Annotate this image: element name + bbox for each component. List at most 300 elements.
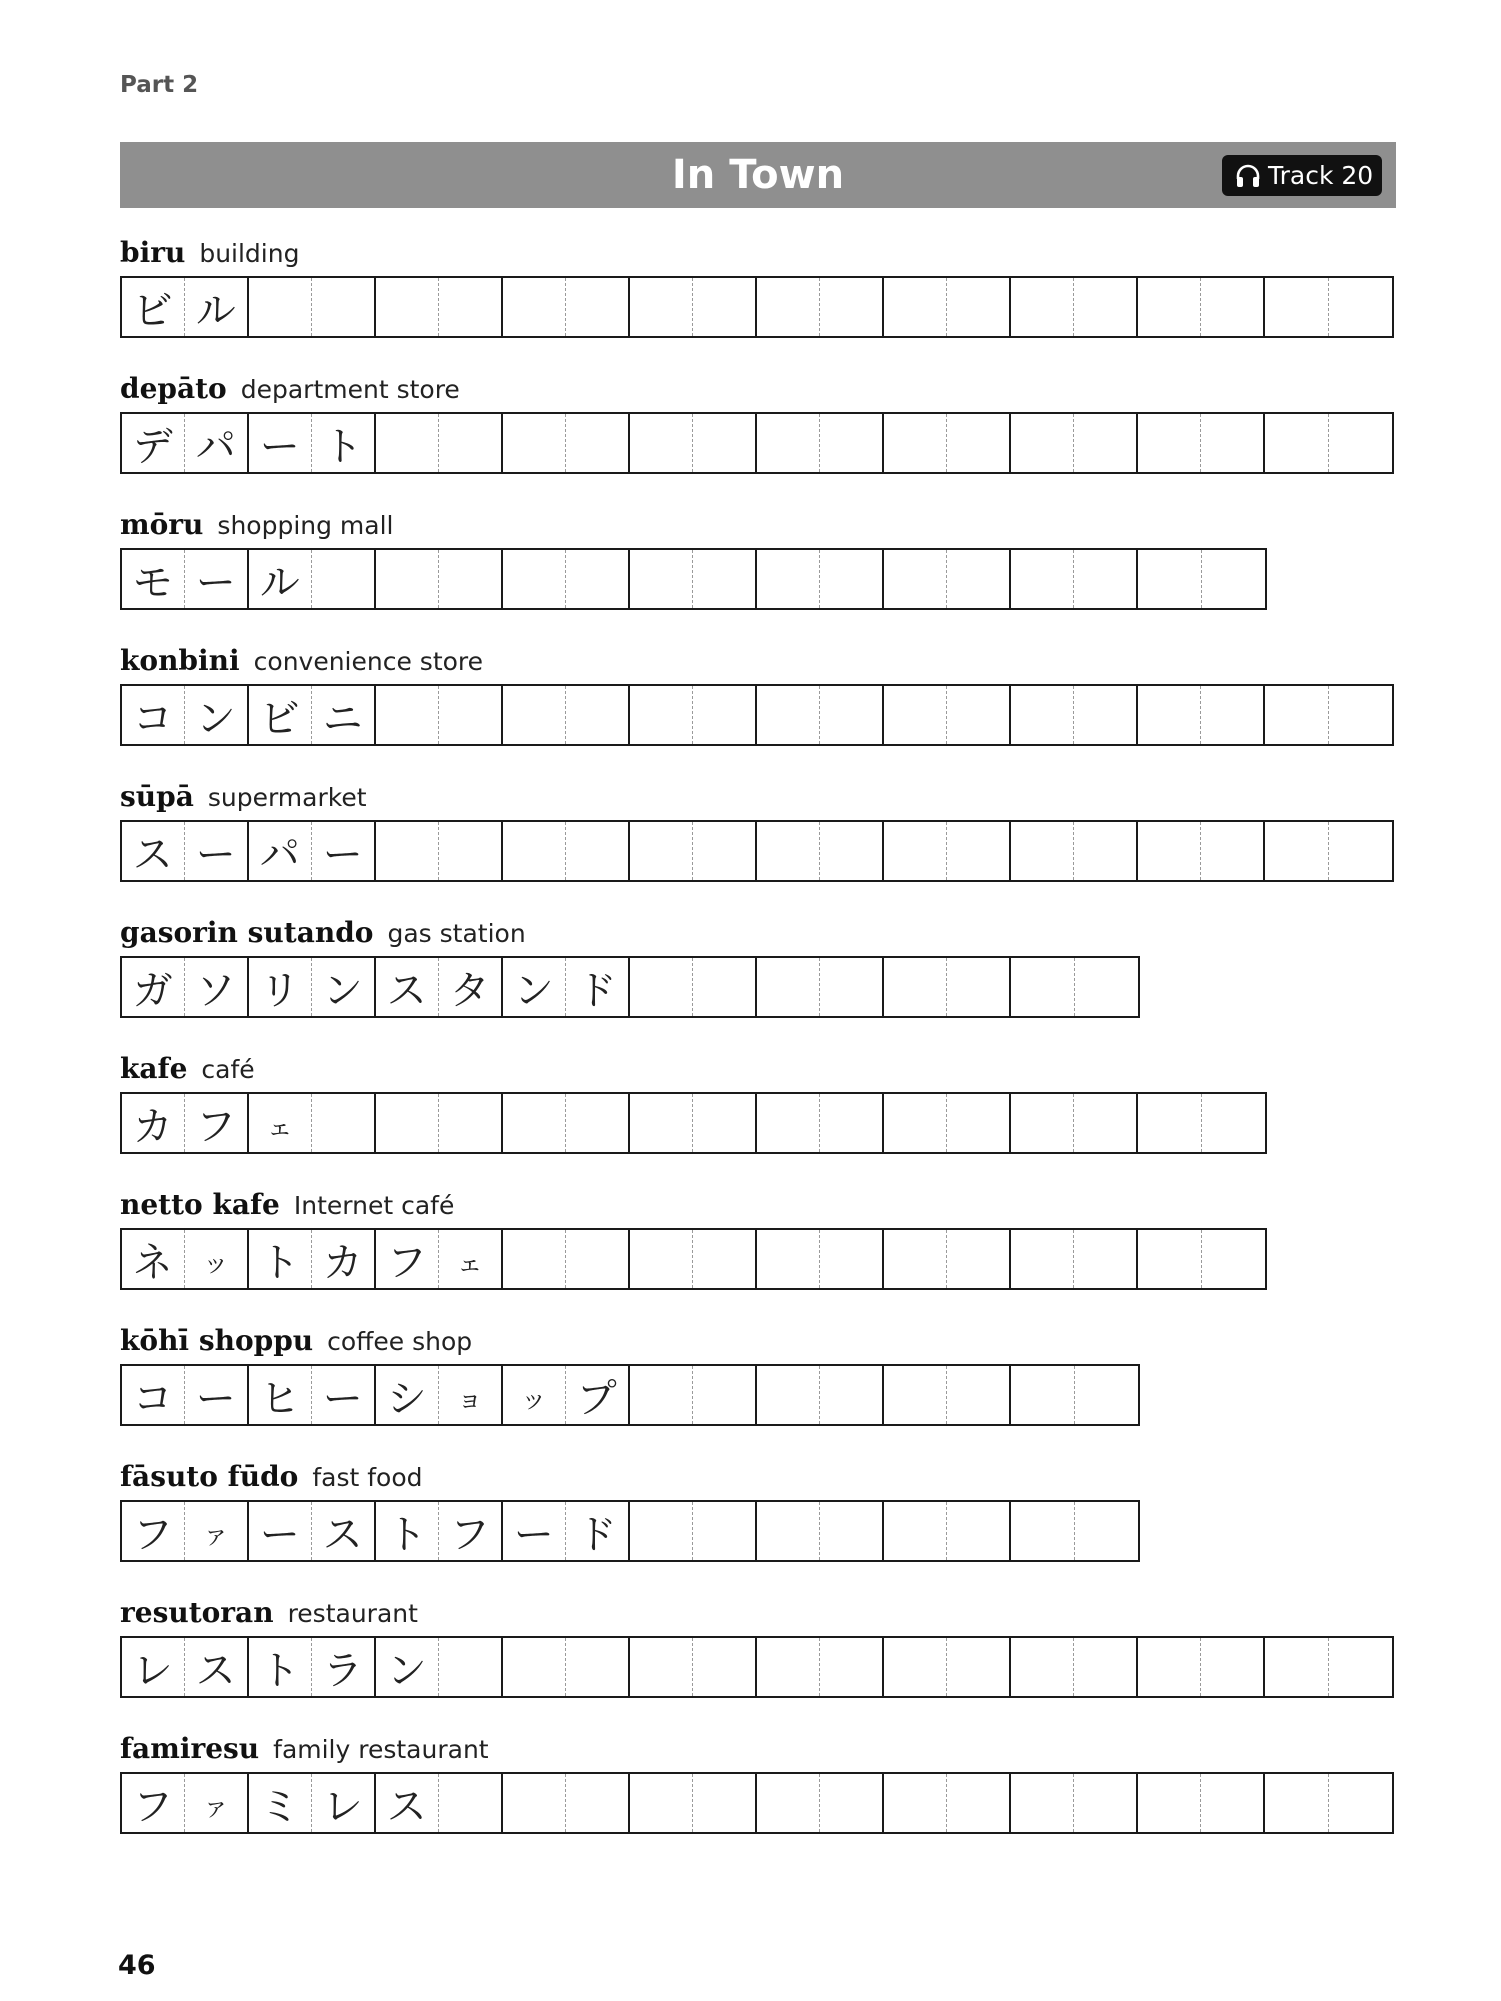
katakana-cell: ー bbox=[322, 1375, 363, 1422]
katakana-cell: ッ bbox=[503, 1366, 566, 1424]
writing-box bbox=[503, 686, 630, 744]
practice-cell bbox=[1075, 1366, 1139, 1424]
katakana-cell: フ bbox=[122, 1502, 185, 1560]
practice-cell bbox=[566, 1094, 629, 1152]
writing-box bbox=[1138, 1230, 1265, 1288]
practice-cell bbox=[757, 1774, 820, 1832]
katakana-cell: ニ bbox=[322, 695, 363, 742]
writing-box bbox=[757, 550, 884, 608]
practice-cell bbox=[693, 686, 756, 744]
practice-cell bbox=[1265, 822, 1329, 880]
katakana-cell: フ bbox=[122, 1774, 185, 1832]
practice-cell bbox=[630, 822, 693, 880]
writing-box bbox=[122, 414, 249, 472]
practice-cell bbox=[757, 958, 820, 1016]
track-label: Track 20 bbox=[1268, 161, 1374, 190]
entry-label bbox=[120, 508, 1400, 548]
practice-cell bbox=[566, 1230, 629, 1288]
romaji-word: resutoran bbox=[120, 1596, 274, 1629]
writing-grid bbox=[120, 1772, 1394, 1834]
practice-cell bbox=[503, 278, 566, 336]
katakana-cell: カ bbox=[122, 1094, 185, 1152]
writing-box bbox=[249, 822, 376, 880]
practice-cell bbox=[439, 550, 502, 608]
practice-cell bbox=[630, 1366, 693, 1424]
katakana-cell: パ bbox=[195, 423, 236, 470]
practice-cell bbox=[820, 958, 883, 1016]
romaji-word: kafe bbox=[120, 1052, 188, 1085]
practice-cell bbox=[947, 1366, 1010, 1424]
romaji-word: biru bbox=[120, 236, 186, 269]
katakana-cell: ガ bbox=[122, 958, 185, 1016]
practice-cell bbox=[1201, 1774, 1264, 1832]
katakana-cell: ド bbox=[576, 1511, 617, 1558]
practice-cell bbox=[503, 822, 566, 880]
writing-box bbox=[1011, 958, 1138, 1016]
writing-grid bbox=[120, 1500, 1140, 1562]
writing-box bbox=[503, 1502, 630, 1560]
practice-cell bbox=[1329, 686, 1393, 744]
writing-box bbox=[122, 550, 249, 608]
writing-box bbox=[376, 1230, 503, 1288]
writing-box bbox=[1265, 414, 1392, 472]
katakana-cell: ェ bbox=[456, 1249, 483, 1279]
vocab-entry bbox=[120, 1324, 1400, 1426]
katakana-cell: カ bbox=[322, 1239, 363, 1286]
writing-box bbox=[1265, 1774, 1392, 1832]
practice-cell bbox=[1201, 414, 1264, 472]
practice-cell bbox=[630, 958, 693, 1016]
writing-box bbox=[1265, 1638, 1392, 1696]
writing-box bbox=[630, 550, 757, 608]
katakana-cell: プ bbox=[576, 1375, 617, 1422]
katakana-cell: ー bbox=[195, 1375, 236, 1422]
writing-box bbox=[1138, 278, 1265, 336]
katakana-cell: ァ bbox=[202, 1793, 229, 1823]
writing-box bbox=[122, 1094, 249, 1152]
english-meaning: shopping mall bbox=[217, 511, 394, 540]
practice-cell bbox=[757, 822, 820, 880]
romaji-word: konbini bbox=[120, 644, 240, 677]
romaji-word: gasorin sutando bbox=[120, 916, 374, 949]
practice-cell bbox=[947, 1638, 1010, 1696]
katakana-cell: ー bbox=[195, 559, 236, 606]
writing-box bbox=[630, 414, 757, 472]
part-label: Part 2 bbox=[120, 72, 199, 98]
vocab-entry bbox=[120, 1052, 1400, 1154]
practice-cell bbox=[439, 278, 502, 336]
romaji-word: fāsuto fūdo bbox=[120, 1460, 299, 1493]
practice-cell bbox=[439, 822, 502, 880]
practice-cell bbox=[566, 414, 629, 472]
practice-cell bbox=[376, 550, 439, 608]
writing-box bbox=[757, 1094, 884, 1152]
practice-cell bbox=[884, 550, 947, 608]
practice-cell bbox=[693, 1366, 756, 1424]
practice-cell bbox=[630, 278, 693, 336]
writing-box bbox=[1011, 550, 1138, 608]
katakana-cell: ン bbox=[322, 967, 363, 1014]
writing-box bbox=[122, 1638, 249, 1696]
practice-cell bbox=[1202, 550, 1266, 608]
practice-cell bbox=[1011, 686, 1074, 744]
practice-cell bbox=[566, 550, 629, 608]
practice-cell bbox=[503, 686, 566, 744]
katakana-cell: ョ bbox=[456, 1385, 483, 1415]
practice-cell bbox=[1201, 822, 1264, 880]
katakana-cell: ド bbox=[576, 967, 617, 1014]
vocab-entry bbox=[120, 1460, 1400, 1562]
writing-box bbox=[884, 550, 1011, 608]
writing-box bbox=[1138, 414, 1265, 472]
entry-label bbox=[120, 916, 1400, 956]
practice-cell bbox=[947, 278, 1010, 336]
katakana-cell: ー bbox=[322, 831, 363, 878]
writing-box bbox=[1265, 278, 1392, 336]
katakana-cell: ー bbox=[249, 1502, 312, 1560]
writing-grid bbox=[120, 412, 1394, 474]
writing-box bbox=[757, 1366, 884, 1424]
practice-cell bbox=[947, 414, 1010, 472]
practice-cell bbox=[503, 550, 566, 608]
writing-box bbox=[122, 822, 249, 880]
writing-box bbox=[1011, 1094, 1138, 1152]
practice-cell bbox=[1074, 822, 1137, 880]
practice-cell bbox=[1201, 686, 1264, 744]
practice-cell bbox=[1138, 278, 1201, 336]
practice-cell bbox=[630, 1774, 693, 1832]
entry-label bbox=[120, 236, 1400, 276]
english-meaning: department store bbox=[240, 375, 460, 404]
writing-box bbox=[884, 1774, 1011, 1832]
practice-cell bbox=[693, 1502, 756, 1560]
practice-cell bbox=[566, 278, 629, 336]
writing-box bbox=[376, 414, 503, 472]
writing-box bbox=[249, 686, 376, 744]
katakana-cell: ー bbox=[195, 831, 236, 878]
practice-cell bbox=[757, 1366, 820, 1424]
writing-box bbox=[503, 1366, 630, 1424]
practice-cell bbox=[1329, 1638, 1393, 1696]
romaji-word: netto kafe bbox=[120, 1188, 280, 1221]
practice-cell bbox=[566, 686, 629, 744]
vocab-entry bbox=[120, 1732, 1400, 1834]
practice-cell bbox=[820, 278, 883, 336]
practice-cell bbox=[1329, 414, 1393, 472]
katakana-cell: フ bbox=[195, 1103, 236, 1150]
katakana-cell: ス bbox=[376, 1774, 439, 1832]
english-meaning: coffee shop bbox=[327, 1327, 473, 1356]
writing-box bbox=[122, 1366, 249, 1424]
practice-cell bbox=[630, 414, 693, 472]
practice-cell bbox=[693, 1230, 756, 1288]
practice-cell bbox=[503, 1774, 566, 1832]
practice-cell bbox=[249, 278, 312, 336]
practice-cell bbox=[1202, 1094, 1266, 1152]
practice-cell bbox=[1265, 1638, 1329, 1696]
writing-box bbox=[757, 414, 884, 472]
writing-grid bbox=[120, 1092, 1267, 1154]
practice-cell bbox=[503, 1094, 566, 1152]
practice-cell bbox=[693, 278, 756, 336]
practice-cell bbox=[1138, 1094, 1202, 1152]
practice-cell bbox=[1074, 278, 1137, 336]
practice-cell bbox=[630, 686, 693, 744]
practice-cell bbox=[884, 414, 947, 472]
writing-box bbox=[1138, 1638, 1265, 1696]
writing-box bbox=[884, 686, 1011, 744]
writing-box bbox=[376, 686, 503, 744]
writing-box bbox=[1138, 686, 1265, 744]
practice-cell bbox=[1011, 550, 1074, 608]
vocab-entry bbox=[120, 372, 1400, 474]
practice-cell bbox=[884, 1230, 947, 1288]
practice-cell bbox=[820, 1230, 883, 1288]
writing-box bbox=[1011, 686, 1138, 744]
practice-cell bbox=[630, 1230, 693, 1288]
writing-box bbox=[376, 1638, 503, 1696]
practice-cell bbox=[1138, 1638, 1201, 1696]
writing-box bbox=[376, 958, 503, 1016]
practice-cell bbox=[884, 1774, 947, 1832]
writing-box bbox=[630, 1230, 757, 1288]
katakana-cell: ッ bbox=[202, 1249, 229, 1279]
practice-cell bbox=[1265, 686, 1329, 744]
practice-cell bbox=[820, 1094, 883, 1152]
writing-box bbox=[630, 1094, 757, 1152]
practice-cell bbox=[1138, 686, 1201, 744]
katakana-cell: ソ bbox=[195, 967, 236, 1014]
writing-box bbox=[249, 1502, 376, 1560]
writing-box bbox=[1011, 1638, 1138, 1696]
writing-box bbox=[249, 1774, 376, 1832]
katakana-cell: ス bbox=[376, 958, 439, 1016]
writing-box bbox=[503, 1094, 630, 1152]
katakana-cell: ェ bbox=[249, 1094, 312, 1152]
writing-box bbox=[630, 278, 757, 336]
writing-box bbox=[1265, 686, 1392, 744]
practice-cell bbox=[1074, 1774, 1137, 1832]
writing-box bbox=[249, 1230, 376, 1288]
audio-track-badge[interactable] bbox=[1222, 155, 1382, 196]
practice-cell bbox=[376, 1094, 439, 1152]
writing-box bbox=[884, 958, 1011, 1016]
english-meaning: supermarket bbox=[207, 783, 367, 812]
practice-cell bbox=[1074, 1638, 1137, 1696]
practice-cell bbox=[757, 1230, 820, 1288]
katakana-cell: ル bbox=[249, 550, 312, 608]
practice-cell bbox=[1201, 278, 1264, 336]
practice-cell bbox=[1011, 1094, 1074, 1152]
writing-box bbox=[630, 686, 757, 744]
practice-cell bbox=[439, 414, 502, 472]
romaji-word: sūpā bbox=[120, 780, 194, 813]
practice-cell bbox=[884, 1638, 947, 1696]
katakana-cell: ス bbox=[195, 1647, 236, 1694]
practice-cell bbox=[947, 1502, 1010, 1560]
writing-box bbox=[122, 958, 249, 1016]
katakana-cell: ラ bbox=[322, 1647, 363, 1694]
practice-cell bbox=[1011, 414, 1074, 472]
katakana-cell: ー bbox=[249, 414, 312, 472]
writing-box bbox=[503, 958, 630, 1016]
practice-cell bbox=[757, 1638, 820, 1696]
writing-box bbox=[1011, 1774, 1138, 1832]
practice-cell bbox=[630, 1094, 693, 1152]
writing-box bbox=[503, 550, 630, 608]
writing-box bbox=[249, 550, 376, 608]
writing-box bbox=[757, 1774, 884, 1832]
practice-cell bbox=[630, 1638, 693, 1696]
katakana-cell: パ bbox=[249, 822, 312, 880]
page-number: 46 bbox=[118, 1950, 156, 1981]
practice-cell bbox=[1265, 278, 1329, 336]
practice-cell bbox=[312, 550, 375, 608]
practice-cell bbox=[820, 1638, 883, 1696]
practice-cell bbox=[312, 1094, 375, 1152]
entry-label bbox=[120, 1732, 1400, 1772]
writing-box bbox=[757, 686, 884, 744]
vocab-entry bbox=[120, 236, 1400, 338]
katakana-cell: タ bbox=[449, 967, 490, 1014]
entry-label bbox=[120, 1052, 1400, 1092]
writing-box bbox=[630, 822, 757, 880]
katakana-cell: ビ bbox=[249, 686, 312, 744]
page-title: In Town bbox=[671, 152, 845, 198]
practice-cell bbox=[1138, 550, 1202, 608]
practice-cell bbox=[1074, 1094, 1137, 1152]
katakana-cell: レ bbox=[322, 1783, 363, 1830]
practice-cell bbox=[693, 822, 756, 880]
entry-label bbox=[120, 644, 1400, 684]
katakana-cell: ス bbox=[322, 1511, 363, 1558]
katakana-cell: ヒ bbox=[249, 1366, 312, 1424]
practice-cell bbox=[1074, 550, 1137, 608]
practice-cell bbox=[947, 1230, 1010, 1288]
practice-cell bbox=[947, 958, 1010, 1016]
entry-label bbox=[120, 1596, 1400, 1636]
practice-cell bbox=[820, 686, 883, 744]
writing-box bbox=[249, 414, 376, 472]
practice-cell bbox=[947, 550, 1010, 608]
practice-cell bbox=[1138, 414, 1201, 472]
writing-grid bbox=[120, 1636, 1394, 1698]
katakana-cell: フ bbox=[449, 1511, 490, 1558]
romaji-word: kōhī shoppu bbox=[120, 1324, 314, 1357]
romaji-word: famiresu bbox=[120, 1732, 260, 1765]
writing-box bbox=[757, 1502, 884, 1560]
vocab-entry bbox=[120, 1596, 1400, 1698]
english-meaning: gas station bbox=[387, 919, 526, 948]
writing-box bbox=[503, 1638, 630, 1696]
practice-cell bbox=[1201, 1638, 1264, 1696]
writing-box bbox=[884, 414, 1011, 472]
practice-cell bbox=[820, 1366, 883, 1424]
practice-cell bbox=[757, 1094, 820, 1152]
practice-cell bbox=[820, 1502, 883, 1560]
practice-cell bbox=[1329, 822, 1393, 880]
writing-box bbox=[757, 958, 884, 1016]
entry-label bbox=[120, 780, 1400, 820]
practice-cell bbox=[947, 1094, 1010, 1152]
english-meaning: convenience store bbox=[253, 647, 484, 676]
writing-box bbox=[249, 278, 376, 336]
writing-box bbox=[122, 1502, 249, 1560]
english-meaning: café bbox=[201, 1055, 255, 1084]
writing-box bbox=[757, 278, 884, 336]
practice-cell bbox=[884, 1366, 947, 1424]
katakana-cell: ミ bbox=[249, 1774, 312, 1832]
practice-cell bbox=[820, 550, 883, 608]
practice-cell bbox=[1265, 1774, 1329, 1832]
writing-box bbox=[376, 1094, 503, 1152]
katakana-cell: フ bbox=[376, 1230, 439, 1288]
practice-cell bbox=[693, 414, 756, 472]
writing-grid bbox=[120, 1364, 1140, 1426]
katakana-cell: リ bbox=[249, 958, 312, 1016]
practice-cell bbox=[1074, 686, 1137, 744]
english-meaning: building bbox=[199, 239, 300, 268]
katakana-cell: ト bbox=[376, 1502, 439, 1560]
english-meaning: family restaurant bbox=[273, 1735, 489, 1764]
practice-cell bbox=[376, 278, 439, 336]
practice-cell bbox=[1011, 1774, 1074, 1832]
writing-grid bbox=[120, 956, 1140, 1018]
headphones-icon bbox=[1234, 162, 1262, 190]
practice-cell bbox=[1011, 1502, 1075, 1560]
vocab-entry bbox=[120, 780, 1400, 882]
practice-cell bbox=[693, 1638, 756, 1696]
practice-cell bbox=[820, 1774, 883, 1832]
practice-cell bbox=[1011, 822, 1074, 880]
writing-box bbox=[884, 1366, 1011, 1424]
writing-box bbox=[376, 822, 503, 880]
entry-label bbox=[120, 1188, 1400, 1228]
practice-cell bbox=[1138, 1230, 1202, 1288]
writing-box bbox=[503, 278, 630, 336]
practice-cell bbox=[312, 278, 375, 336]
writing-box bbox=[884, 1094, 1011, 1152]
practice-cell bbox=[884, 686, 947, 744]
writing-box bbox=[1011, 414, 1138, 472]
practice-cell bbox=[1138, 1774, 1201, 1832]
practice-cell bbox=[1074, 1230, 1137, 1288]
english-meaning: restaurant bbox=[287, 1599, 418, 1628]
writing-box bbox=[1138, 1094, 1265, 1152]
practice-cell bbox=[376, 686, 439, 744]
writing-box bbox=[249, 1638, 376, 1696]
practice-cell bbox=[947, 822, 1010, 880]
entry-label bbox=[120, 372, 1400, 412]
practice-cell bbox=[884, 1094, 947, 1152]
vocab-entry bbox=[120, 508, 1400, 610]
writing-box bbox=[757, 1638, 884, 1696]
practice-cell bbox=[439, 1638, 502, 1696]
writing-box bbox=[376, 1366, 503, 1424]
practice-cell bbox=[566, 1774, 629, 1832]
practice-cell bbox=[693, 1774, 756, 1832]
practice-cell bbox=[693, 958, 756, 1016]
practice-cell bbox=[1329, 278, 1393, 336]
katakana-cell: コ bbox=[122, 1366, 185, 1424]
english-meaning: fast food bbox=[312, 1463, 423, 1492]
practice-cell bbox=[1074, 414, 1137, 472]
practice-cell bbox=[1011, 1366, 1075, 1424]
writing-box bbox=[249, 958, 376, 1016]
katakana-cell: ン bbox=[195, 695, 236, 742]
writing-grid bbox=[120, 548, 1267, 610]
practice-cell bbox=[757, 686, 820, 744]
